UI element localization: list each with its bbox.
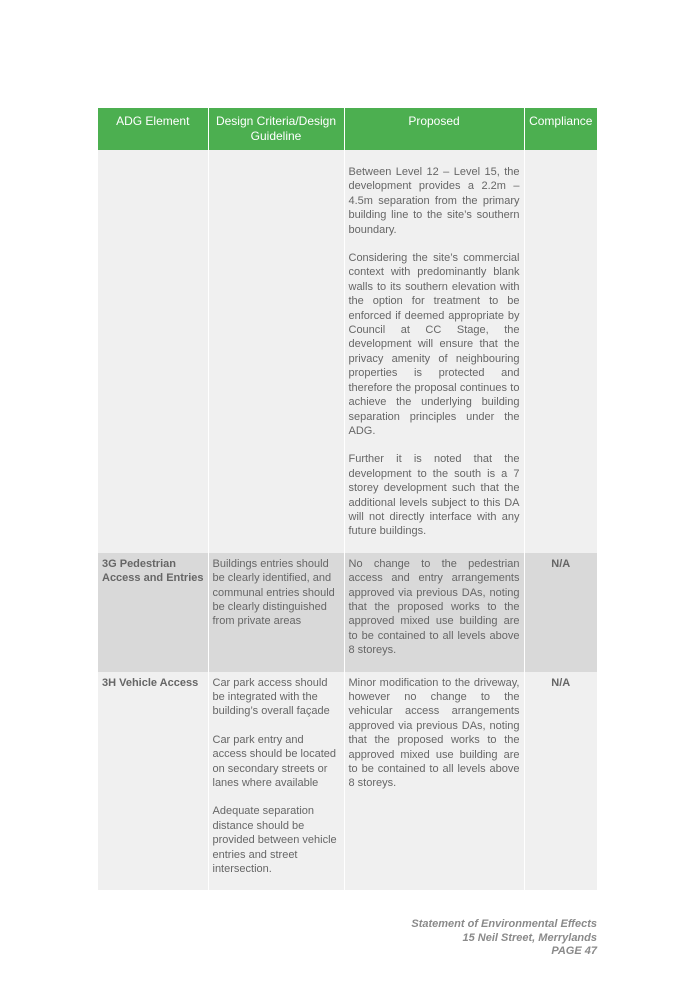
table-row — [98, 672, 597, 891]
footer-page-number: PAGE 47 — [551, 945, 597, 957]
adg-element-cell: 3H Vehicle Access — [98, 672, 208, 891]
criteria-paragraph: Car park entry and access should be located on secondary streets or lanes where available — [212, 733, 337, 790]
proposed-paragraph: Between Level 12 – Level 15, the development provides a 2.2m – 4.5m separation from the primary building line to the site’s southern boundary. — [348, 166, 520, 236]
criteria-paragraph: Car park access should be integrated with the building’s overall façade — [212, 676, 330, 718]
header-adg-element: ADG Element — [98, 108, 208, 150]
header-proposed: Proposed — [344, 108, 524, 150]
criteria-cell — [208, 672, 344, 891]
proposed-paragraph: No change to the pedestrian access and entry arrangements approved via previous DAs, noting that the proposed works to the approved mixed use building are to be contained to all levels above 8 storeys. — [348, 557, 520, 657]
proposed-cell — [344, 553, 524, 672]
page-footer — [411, 918, 597, 959]
table-header-row — [98, 108, 597, 150]
table-row — [98, 150, 597, 553]
adg-element-cell — [98, 150, 208, 553]
proposed-paragraph: Further it is noted that the development to the south is a 7 storey development such that the additional levels subject to this DA will not directly interface with any future buildings. — [348, 453, 520, 538]
table-row — [98, 553, 597, 672]
footer-document-title: Statement of Environmental Effects — [411, 918, 597, 930]
criteria-cell — [208, 150, 344, 553]
adg-element-cell: 3G Pedestrian Access and Entries — [98, 553, 208, 672]
compliance-cell — [524, 150, 597, 553]
compliance-cell: N/A — [524, 672, 597, 891]
proposed-cell — [344, 672, 524, 891]
header-design-criteria: Design Criteria/Design Guideline — [208, 108, 344, 150]
header-compliance: Compliance — [524, 108, 597, 150]
footer-address: 15 Neil Street, Merrylands — [462, 931, 597, 944]
proposed-paragraph: Considering the site’s commercial context with predominantly blank walls to its southern elevation with the option for treatment to be enforced if deemed appropriate by Council at CC Stage, the development will ensure that the privacy amenity of neighbouring properties is protected and therefore the proposal continues to achieve the underlying building separation principles under the ADG. — [348, 252, 520, 437]
adg-compliance-table — [98, 108, 597, 890]
proposed-cell — [344, 150, 524, 553]
compliance-cell: N/A — [524, 553, 597, 672]
criteria-cell — [208, 553, 344, 672]
proposed-paragraph: Minor modification to the driveway, however no change to the vehicular access arrangements approved via previous DAs, noting that the proposed works to the approved mixed use building are to be contained to all levels above 8 storeys. — [348, 676, 520, 790]
criteria-paragraph: Adequate separation distance should be provided between vehicle entries and street intersection. — [212, 805, 337, 876]
criteria-paragraph: Buildings entries should be clearly identified, and communal entries should be clearly distinguished from private areas — [212, 557, 335, 628]
